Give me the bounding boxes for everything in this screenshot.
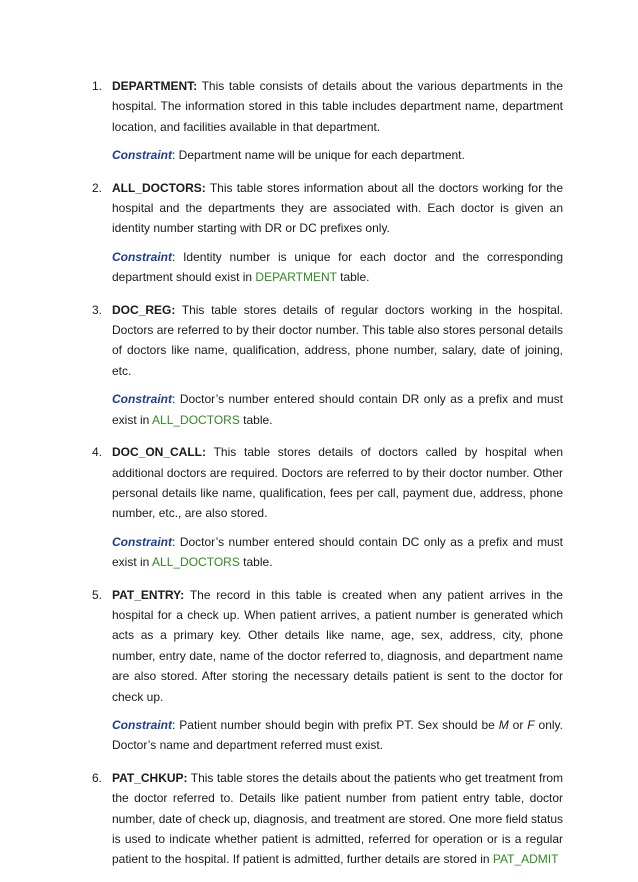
constraint-text-end: table.: [239, 555, 273, 570]
table-description-list: [92, 76, 563, 882]
item-number: 1.: [92, 79, 103, 93]
constraint-label: Constraint: [112, 148, 172, 163]
item-description: [112, 178, 563, 239]
table-name: PAT_ENTRY:: [112, 587, 185, 602]
item-number: 6.: [92, 770, 103, 785]
constraint-note: Constraint: Identity number is unique for each doctor and the corresponding department should exist in DEPARTMENT table.: [112, 249, 564, 285]
item-number: 2.: [92, 180, 103, 195]
item-description: [112, 442, 563, 524]
constraint-text-end: table.: [336, 270, 370, 285]
description-text: The record in this table is created when any patient arrives in the hospital for a check up. When patient arrives, a patient number is generated which acts as a primary key. Other details like name, age, sex, address, city, phone number, entry date, name of the doctor referred to, diagnosis, and department name are also stored. After storing the necessary details patient is sent to the doctor for check up.: [112, 587, 563, 704]
item-description: [112, 76, 563, 137]
item-number: 5.: [92, 587, 103, 602]
item-description: [112, 768, 563, 870]
list-item-department: [92, 76, 563, 166]
constraint-note: Constraint: Department name will be unique for each department.: [112, 148, 465, 163]
table-reference: DEPARTMENT: [255, 270, 337, 285]
constraint-text: Doctor’s number entered should contain DC only as a prefix and must exist in: [112, 534, 563, 570]
description-text: This table stores information about all the doctors working for the hospital and the departments they are associated with. Each doctor is given an identity number starting with DR or DC prefixes only.: [112, 180, 563, 236]
list-item-pat-chkup: [92, 768, 563, 870]
item-description: [112, 585, 563, 707]
table-name: DOC_REG:: [112, 302, 176, 317]
constraint-note: Constraint: Patient number should begin with prefix PT. Sex should be M or F only. Doctor’s name and department referred must exist.: [112, 717, 563, 753]
item-number: 4.: [92, 445, 103, 460]
constraint-label: Constraint: [112, 717, 172, 732]
sex-value-m: M: [498, 717, 509, 732]
item-number: 3.: [92, 302, 103, 317]
constraint-text-end: table.: [239, 412, 273, 427]
constraint-or: or: [508, 717, 528, 732]
constraint-text: Doctor’s number entered should contain DR only as a prefix and must exist in: [112, 392, 563, 427]
table-reference: PAT_ADMIT: [492, 852, 559, 867]
constraint-label: Constraint: [112, 392, 172, 407]
description-text: This table consists of details about the various departments in the hospital. The information stored in this table includes department name, department location, and facilities available in that department.: [112, 79, 563, 134]
list-item-doc-reg: [92, 300, 563, 430]
item-description: [112, 300, 563, 382]
constraint-text: Department name will be unique for each department.: [178, 148, 465, 163]
constraint-text: Patient number should begin with prefix PT. Sex should be: [179, 717, 499, 732]
table-name: ALL_DOCTORS:: [112, 180, 206, 195]
table-name: DEPARTMENT:: [112, 79, 198, 93]
list-item-all-doctors: [92, 178, 563, 288]
table-name: PAT_CHKUP:: [112, 770, 188, 785]
constraint-note: Constraint: Doctor’s number entered should contain DR only as a prefix and must exist in ALL_DOCTORS table.: [112, 392, 563, 427]
table-name: DOC_ON_CALL:: [112, 445, 207, 460]
constraint-label: Constraint: [112, 249, 172, 264]
list-item-doc-on-call: [92, 442, 563, 572]
description-text: This table stores details of regular doctors working in the hospital. Doctors are referred to by their doctor number. This table also stores personal details of doctors like name, qualification, address, phone number, salary, date of joining, etc.: [112, 302, 563, 378]
table-reference: ALL_DOCTORS: [152, 555, 240, 570]
table-reference: ALL_DOCTORS: [152, 412, 240, 427]
list-item-pat-entry: [92, 585, 563, 756]
constraint-text: Identity number is unique for each doctor and the corresponding department should exist in: [112, 249, 564, 285]
constraint-note: Constraint: Doctor’s number entered should contain DC only as a prefix and must exist in ALL_DOCTORS table.: [112, 534, 563, 570]
constraint-label: Constraint: [112, 534, 172, 549]
sex-value-f: F: [527, 717, 535, 732]
description-text: This table stores details of doctors called by hospital when additional doctors are required. Doctors are referred to by their doctor number. Other personal details like name, qualification, fees per call, payment due, address, phone number, etc., are also stored.: [112, 445, 563, 521]
constraint-text-end: only. Doctor’s name and department referred must exist.: [112, 717, 563, 753]
description-text: This table stores the details about the patients who get treatment from the doctor referred to. Details like patient number from patient entry table, doctor number, date of check up, diagnosis, and treatment are stored. One more field status is used to indicate whether patient is admitted, referred for operation or is a regular patient to the hospital. If patient is admitted, further details are stored in: [112, 770, 563, 867]
